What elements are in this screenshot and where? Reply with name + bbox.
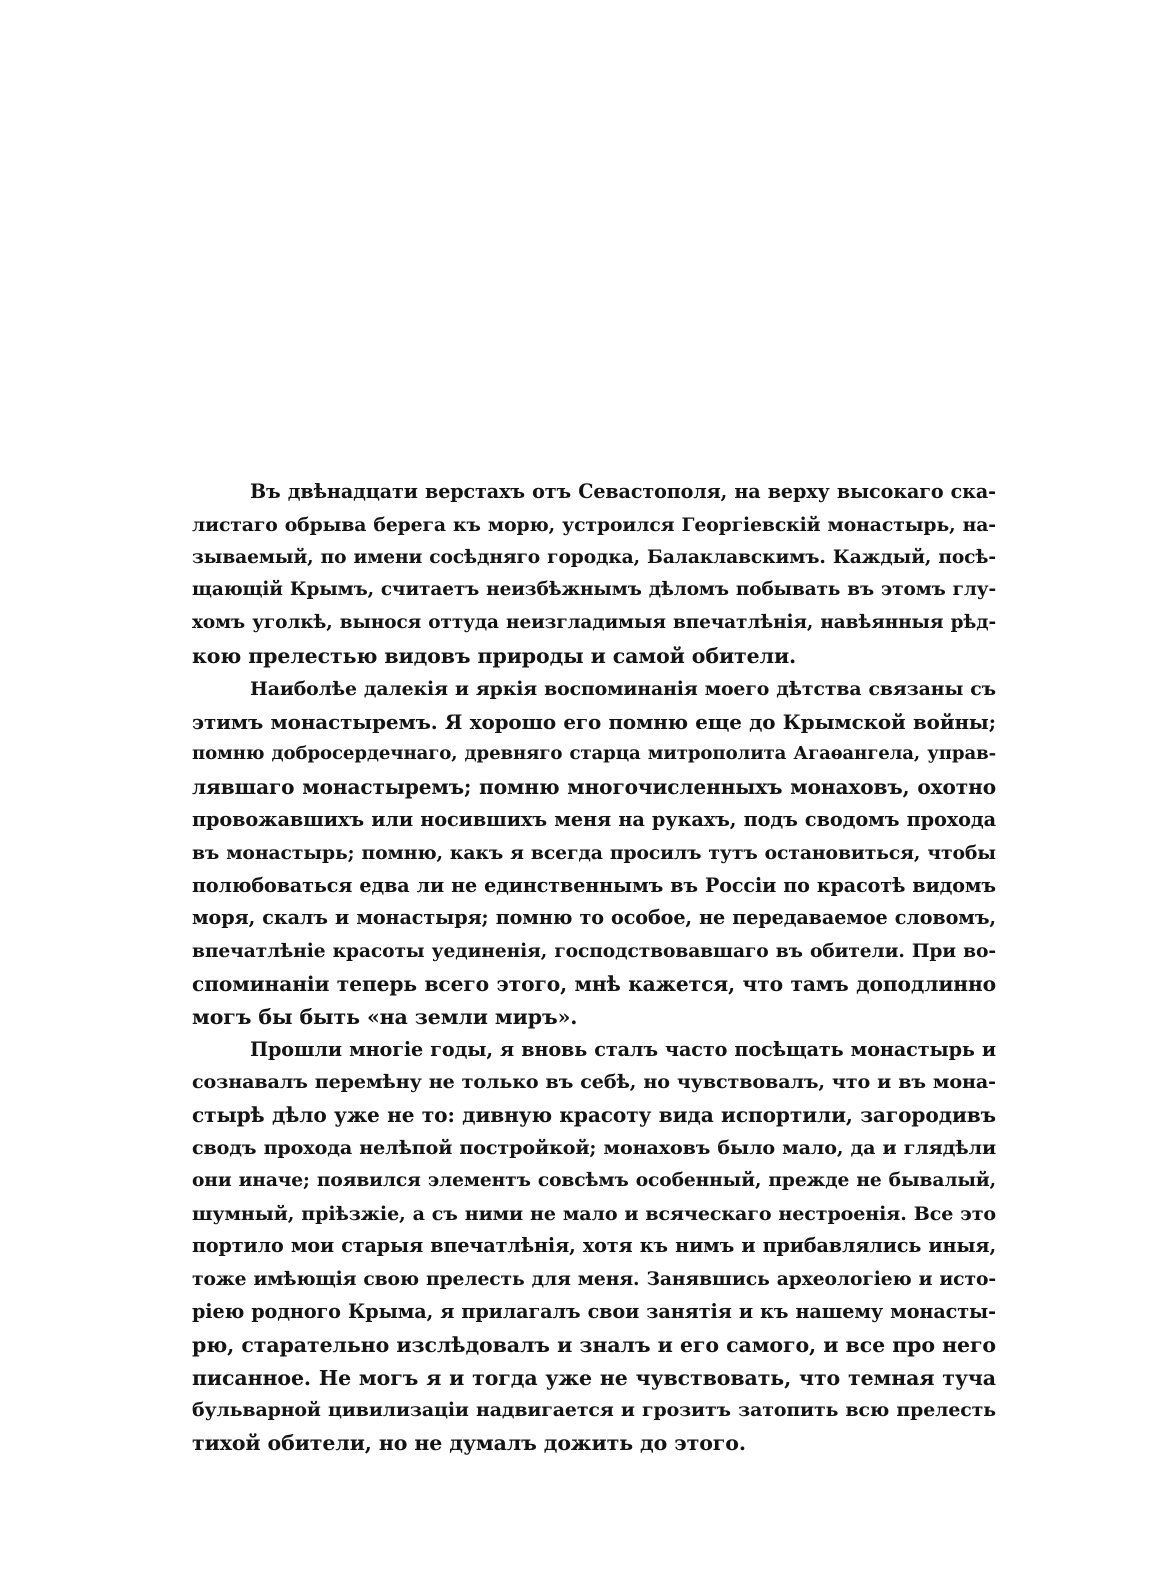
text-line: бульварной цивилизаціи надвигается и грозитъ затопить всю прелесть <box>192 1399 996 1422</box>
text-line: споминаніи теперь всего этого, мнѣ кажется, что тамъ доподлинно <box>192 971 996 996</box>
text-line: кою прелестью видовъ природы и самой обители. <box>192 643 797 668</box>
text-line: Прошли многіе годы, я вновь сталъ часто посѣщать монастырь и <box>250 1037 996 1061</box>
text-line: шумный, пріѣзжіе, а съ ними не мало и всяческаго нестроенія. Все это <box>192 1202 996 1225</box>
text-line: портило мои старыя впечатлѣнія, хотя къ нимъ и прибавлялись иныя, <box>192 1234 996 1258</box>
text-line: лявшаго монастыремъ; помню многочисленныхъ монаховъ, охотно <box>192 775 996 800</box>
text-line: помню добросердечнаго, древняго старца митрополита Агаѳангела, управ- <box>192 743 996 765</box>
text-line: провожавшихъ или носившихъ меня на рукахъ, подъ сводомъ прохода <box>192 807 996 831</box>
text-line: тихой обители, но не думалъ дожить до этого. <box>192 1431 746 1456</box>
text-line: они иначе; появился элементъ совсѣмъ особенный, прежде не бывалый, <box>192 1169 996 1191</box>
text-line: хомъ уголкѣ, вынося оттуда неизгладимыя впечатлѣнія, навѣянныя рѣд- <box>192 612 996 634</box>
text-line: этимъ монастыремъ. Я хорошо его помню еще до Крымской войны; <box>192 709 996 734</box>
text-line: ріею родного Крыма, я прилагалъ свои занятія и къ нашему монасты- <box>192 1299 996 1323</box>
text-line: стырѣ дѣло уже не то: дивную красоту вида испортили, загородивъ <box>192 1103 996 1128</box>
paragraph-1 <box>192 476 996 673</box>
text-line: тоже имѣющія свою прелесть для меня. Занявшись археологіею и исто- <box>192 1268 996 1291</box>
paragraph-2 <box>192 673 996 1034</box>
text-line: сводъ прохода нелѣпой постройкой; монаховъ было мало, да и глядѣли <box>192 1135 996 1159</box>
text-line: листаго обрыва берега къ морю, устроился Георгіевскій монастырь, на- <box>192 513 996 536</box>
text-line: зываемый, по имени сосѣдняго городка, Балаклавскимъ. Каждый, посѣ- <box>192 546 996 568</box>
text-line: полюбоваться едва ли не единственнымъ въ Россіи по красотѣ видомъ <box>192 873 996 897</box>
body-text <box>192 476 996 1460</box>
text-line: моря, скалъ и монастыря; помню то особое, не передаваемое словомъ, <box>192 906 996 930</box>
text-line: щающій Крымъ, считаетъ неизбѣжнымъ дѣломъ побывать въ этомъ глу- <box>192 579 996 601</box>
text-line: впечатлѣніе красоты уединенія, господствовавшаго въ обители. При во- <box>192 940 996 963</box>
text-line: въ монастырь; помню, какъ я всегда просилъ тутъ остановиться, чтобы <box>192 841 996 864</box>
text-line: рю, старательно изслѣдовалъ и зналъ и его самого, и все про него <box>192 1332 996 1357</box>
paragraph-3 <box>192 1034 996 1460</box>
text-line: могъ бы быть «на земли миръ». <box>192 1004 578 1029</box>
text-line: Наиболѣе далекія и яркія воспоминанія моего дѣтства связаны съ <box>250 677 996 700</box>
text-line: Въ двѣнадцати верстахъ отъ Севастополя, на верху высокаго ска- <box>250 480 996 503</box>
text-line: сознавалъ перемѣну не только въ себѣ, но чувствовалъ, что и въ мона- <box>192 1070 996 1094</box>
text-line: писанное. Не могъ я и тогда уже не чувствовать, что темная туча <box>192 1365 996 1390</box>
